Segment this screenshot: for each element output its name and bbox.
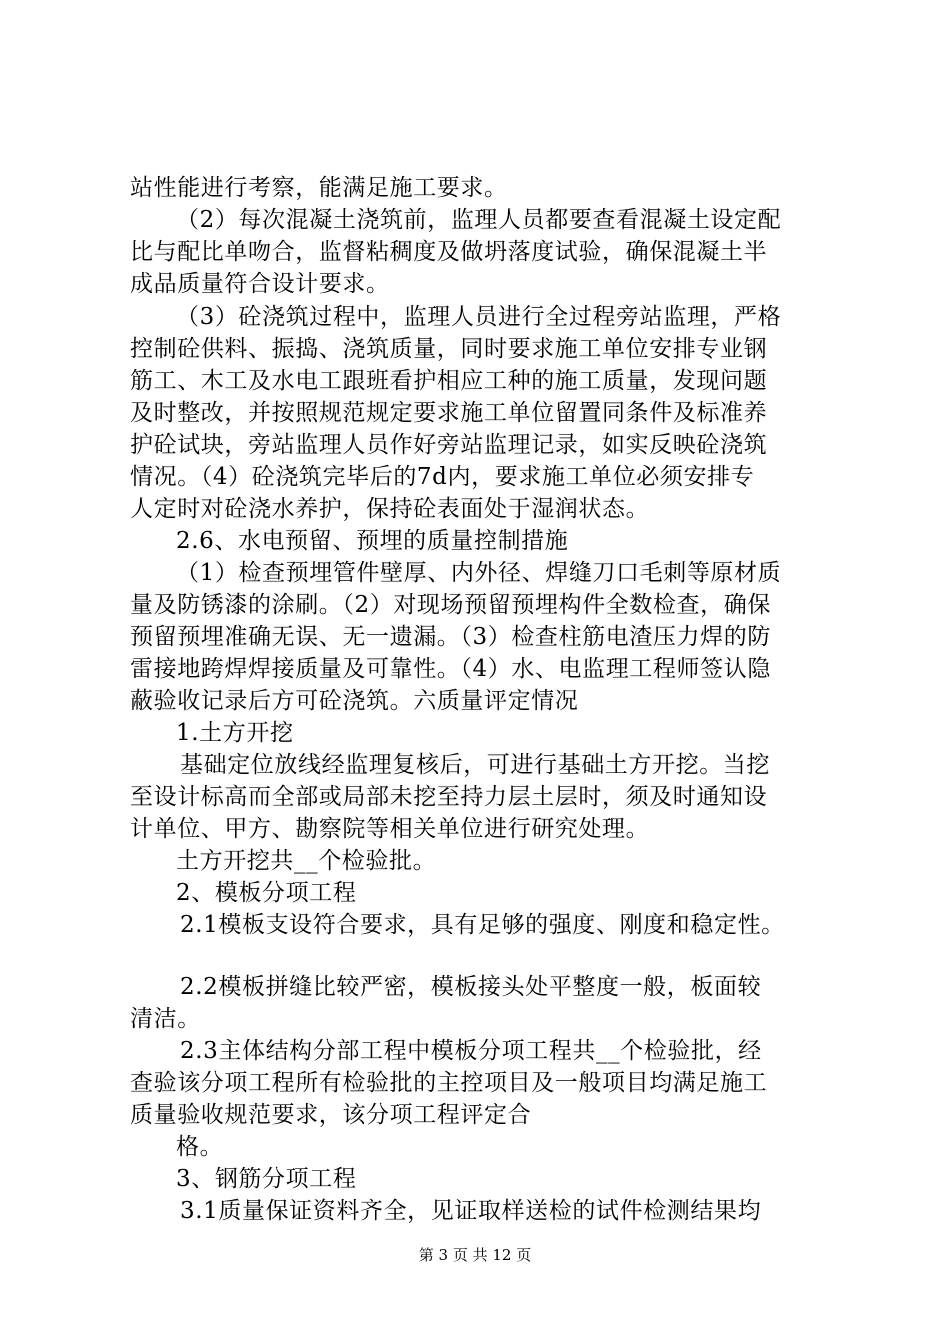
body-text-line: 人定时对砼浇水养护，保持砼表面处于湿润状态。 <box>130 496 650 522</box>
body-text-line: 基础定位放线经监理复核后，可进行基础土方开挖。当挖 <box>180 752 770 778</box>
body-text-line: 清洁。 <box>130 1006 201 1032</box>
body-text-line: 2.3主体结构分部工程中模板分项工程共__个检验批，经 <box>180 1038 762 1064</box>
body-text-line: 筋工、木工及水电工跟班看护相应工种的施工质量，发现问题 <box>130 368 768 394</box>
body-text-line: 控制砼供料、振捣、浇筑质量，同时要求施工单位安排专业钢 <box>130 336 768 362</box>
body-text-line: 成品质量符合设计要求。 <box>130 271 390 297</box>
body-text-line: 雷接地跨焊焊接质量及可靠性。（4）水、电监理工程师签认隐 <box>130 656 771 682</box>
body-text-line: 格。 <box>176 1134 224 1160</box>
body-text-line: 护砼试块，旁站监理人员作好旁站监理记录，如实反映砼浇筑 <box>130 432 768 458</box>
section-heading: 2.6、水电预留、预埋的质量控制措施 <box>176 528 569 554</box>
page-number: 第 3 页 共 12 页 <box>418 1246 532 1264</box>
body-text-line: 土方开挖共__个检验批。 <box>176 848 437 874</box>
body-text-line: 2.2模板拼缝比较严密，模板接头处平整度一般，板面较 <box>180 974 762 1000</box>
body-text-line: 蔽验收记录后方可砼浇筑。六质量评定情况 <box>130 688 579 714</box>
body-text-line: 计单位、甲方、勘察院等相关单位进行研究处理。 <box>130 816 650 842</box>
body-text-line: 情况。（4）砼浇筑完毕后的7d内，要求施工单位必须安排专 <box>130 464 755 490</box>
body-text-line: 及时整改，并按照规范规定要求施工单位留置同条件及标准养 <box>130 400 768 426</box>
body-text-line: 量及防锈漆的涂刷。（2）对现场预留预埋构件全数检查，确保 <box>130 592 771 618</box>
body-text-line: 比与配比单吻合，监督粘稠度及做坍落度试验，确保混凝土半 <box>130 239 768 265</box>
body-text-line: 3.1质量保证资料齐全，见证取样送检的试件检测结果均 <box>180 1198 762 1224</box>
body-text-line: 2.1模板支设符合要求，具有足够的强度、刚度和稳定性。 <box>180 912 785 938</box>
body-text-line: 查验该分项工程所有检验批的主控项目及一般项目均满足施工 <box>130 1070 768 1096</box>
body-text-line: （1）检查预埋管件壁厚、内外径、焊缝刀口毛刺等原材质 <box>176 560 782 586</box>
section-heading: 3、钢筋分项工程 <box>176 1166 357 1192</box>
body-text-line: 预留预埋准确无误、无一遗漏。（3）检查柱筋电渣压力焊的防 <box>130 624 771 650</box>
section-heading: 2、模板分项工程 <box>176 880 357 906</box>
body-text-line: （3）砼浇筑过程中，监理人员进行全过程旁站监理，严格 <box>176 304 782 330</box>
body-text-line: （2）每次混凝土浇筑前，监理人员都要查看混凝土设定配 <box>176 207 782 233</box>
section-heading: 1.土方开挖 <box>176 720 294 746</box>
body-text-line: 质量验收规范要求，该分项工程评定合 <box>130 1102 532 1128</box>
body-text-line: 站性能进行考察，能满足施工要求。 <box>130 175 508 201</box>
body-text-line: 至设计标高而全部或局部未挖至持力层土层时，须及时通知设 <box>130 784 768 810</box>
